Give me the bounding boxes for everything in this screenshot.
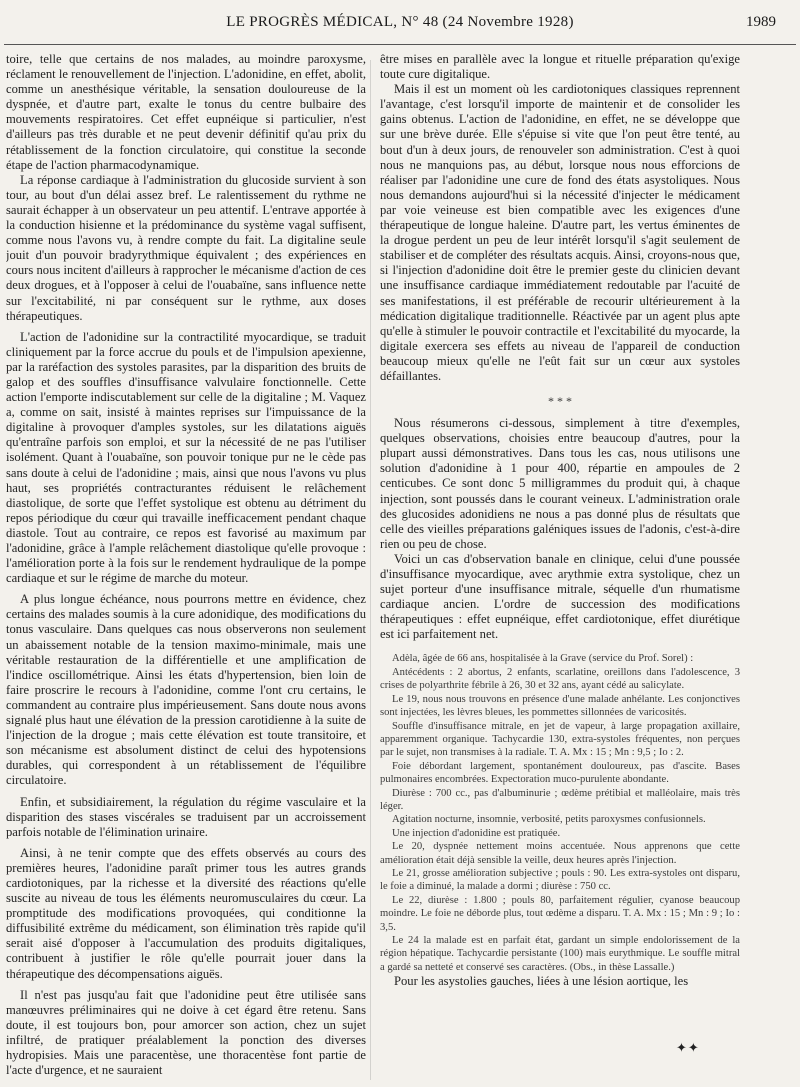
paragraph: Voici un cas d'observation banale en clinique, celui d'une poussée d'insuffisance myocardique, avec arythmie extra systolique, chez un sujet porteur d'une insuffisance mitrale, séquelle d'un rhumatisme cardiaque ancien. L'ordre de succession des modifications thérapeutiques : effet eupnéique, effet cardiotonique, effet diurétique est ici parfaitement net. [380,551,740,642]
paragraph: A plus longue échéance, nous pourrons mettre en évidence, chez certains des malades soumis à la cure adonidique, des modifications du tonus vasculaire. Dans quelques cas nous observerons non seulement un abaissement notable de la tension maximo-minimale, mais une véritable restauration de la différentielle et une amplification de l'indice oscillométrique. Ainsi les états d'hypertension, bien loin de faire proscrire le recours à l'adonidine, comme l'ont cru certains, le commandent au contraire plus impérieusement. Sans doute nous avons signalé plus haut une élévation de la pression carotidienne à la suite de l'injection de la drogue ; mais cette élévation est toute transitoire, et son mécanisme est absolument distinct de celui des hypotensions durables, qui correspondent à un rétablissement de l'équilibre circulatoire. [6,592,366,788]
observation-line: Agitation nocturne, insomnie, verbosité, petits paroxysmes confusionnels. [392,814,706,826]
paragraph: Pour les asystolies gauches, liées à une lésion aortique, les [394,974,689,989]
end-ornament: ✦✦ [676,1040,700,1055]
observation-line: Adèla, âgée de 66 ans, hospitalisée à la Grave (service du Prof. Sorel) : [392,653,694,665]
observation-line: Diurèse : 700 cc., pas d'albuminurie ; œdème prétibial et malléolaire, mais très léger. [380,787,740,812]
column-divider [370,60,371,1080]
clinical-observation [380,652,740,974]
journal-title: LE PROGRÈS MÉDICAL, N° 48 (24 Novembre 1928) [226,14,574,30]
paragraph: L'action de l'adonidine sur la contractilité myocardique, se traduit cliniquement par la force accrue du pouls et de l'impulsion apexienne, par la raréfaction des systoles parasites, par la disparition des bruits de galop et des souffles d'insuffisance valvulaire fonctionnelle. Cette action l'emporte indiscutablement sur celle de la digitaline ; M. Vaquez a, comme on sait, insisté à maintes reprises sur l'impuissance de la digitaline à provoquer d'amples systoles, sur les dilatations aiguës qu'entraîne parfois son emploi, et sur la nécessité de ne pas l'utiliser isolément. Quant à l'ouabaïne, son pouvoir tonique pur ne le cède pas sans doute à celui de l'adonidine ; mais, ainsi que nous l'avons vu plus haut, ses propriétés contracturantes réduisent le relâchement diastolique, de sorte que l'effet systolique est obtenu au détriment du repos périodique du cœur qui travaille inefficacement pendant chaque diastole. Tout au contraire, ce repos est favorisé au maximum par l'adonidine, grâce à l'ample relâchement diastolique qu'elle provoque : l'amélioration porte à la fois sur le rendement hydraulique de la pompe cardiaque et sur le régime de marche du moteur. [6,329,366,586]
observation-line: Le 24 la malade est en parfait état, gardant un simple endolorissement de la région hépatique. Tachycardie persistante (100) mais eurythmique. Le souffle mitral a gardé sa netteté et conservé ses caractères. (Obs., in thèse Lassalle.) [380,935,740,973]
observation-line: Le 21, grosse amélioration subjective ; pouls : 90. Les extra-systoles ont disparu, le foie a diminué, la malade a dormi ; diurèse : 750 cc. [380,867,740,893]
paragraph: toire, telle que certains de nos malades, au moindre paroxysme, réclament le renouvellement de l'injection. L'adonidine, en effet, abolit, comme un anesthésique véritable, la sensation douloureuse de la dyspnée, et d'autre part, exalte le tonus du centre bulbaire des mouvements respiratoires. Cet effet eupnéique si particulier, n'est d'ailleurs pas très durable et ne peut devenir définitif qu'au prix du rétablissement de la fonction circulatoire, qui constitue la seconde étape de l'action pharmacodynamique. [6,52,366,172]
running-header [0,14,800,38]
observation-line: Souffle d'insuffisance mitrale, en jet de vapeur, à large propagation axillaire, apparemment organique. Tachycardie 130, extra-systoles fréquentes, non perçues par le sujet, non transmises à la radiale. T. A. Mx : 15 ; Mn : 9,5 ; Io : 2. [380,720,740,759]
header-rule [4,44,796,45]
paragraph: Mais il est un moment où les cardiotoniques classiques reprennent l'avantage, c'est lorsqu'il importe de maintenir et de consolider les gains obtenus. L'action de l'adonidine, en effet, ne se développe que sur une brève durée. Elle s'épuise si vite que l'on peut être tenté, au bout d'un à deux jours, de renouveler son administration. C'est à quoi nous ne manquions pas, au début, lorsque nous nous efforcions de réaliser par l'adonidine une cure de fond des états asystoliques. Nous nous demandons aujourd'hui si la nécessité d'injecter le médicament par voie veineuse est bien compatible avec les exigences d'une thérapeutique de longue haleine. D'autre part, les vertus éminentes de la drogue perdent un peu de leur intérêt lorsqu'il s'agit seulement de stabiliser et de compléter des résultats acquis. Ainsi, croyons-nous que, si l'injection d'adonidine doit être le premier geste du clinicien devant une insuffisance cardiaque immédiatement redoutable par l'acuité de ses manifestations, il est préférable de recourir ultérieurement à la médication digitalique traditionnelle. Réactivée par un agent plus apte qu'elle à stimuler le pouvoir contractile et l'excitabilité du myocarde, la digitale exercera ses effets au niveau de l'appareil de conduction beaucoup mieux qu'elle ne l'eût fait sur un cœur aux systoles défaillantes. [380,82,740,383]
paragraph: Ainsi, à ne tenir compte que des effets observés au cours des premières heures, l'adonidine paraît primer tous les autres grands cardiotoniques, par la richesse et la diversité des réactions qu'elle suscite au niveau de tous les éléments neuromusculaires du cœur. La promptitude des modifications provoquées, qui conditionne la diffusibilité extrême du médicament, son élimination très rapide qu'il serait aisé d'opposer à l'accumulation des produits digitaliques, contribuent à justifier le rôle qu'elle pourrait jouer dans la thérapeutique des décompensations aiguës. [6,845,366,981]
paragraph: Il n'est pas jusqu'au fait que l'adonidine peut être utilisée sans manœuvres préliminaires qui ne doive à cet égard être retenu. Sans doute, il est toujours bon, pour amorcer son action, chez un sujet infiltré, de pratiquer préalablement la ponction des diverses hydropisies. Mais une paracentèse, une thoracentèse font partie de l'acte d'urgence, et ne sauraient [6,987,366,1078]
observation-line: Le 22, diurèse : 1.800 ; pouls 80, parfaitement régulier, cyanose beaucoup moindre. Le foie ne déborde plus, tout œdème a disparu. T. A. Mx : 15 ; Mn : 9 ; Io : 3,5. [380,894,740,933]
observation-line: Foie débordant largement, spontanément douloureux, pas d'ascite. Bases pulmonaires encombrées. Expectoration muco-purulente abondante. [380,760,740,786]
right-column [380,52,740,1082]
paragraph: Enfin, et subsidiairement, la régulation du régime vasculaire et la disparition des stases viscérales se traduisent par un accroissement parfois notable de l'élimination urinaire. [6,794,366,839]
observation-line: Le 19, nous nous trouvons en présence d'une malade anhélante. Les conjonctives sont injectées, les lèvres bleues, les pommettes sillonnées de varicosités. [380,693,740,719]
paragraph: La réponse cardiaque à l'administration du glucoside survient à son tour, au bout d'un délai assez bref. Le ralentissement du rythme ne saurait échapper à un observateur un peu attentif. L'entrave apportée à la conduction hisienne et la prédominance du système vagal suffisent, comme nous l'avons vu, à rendre compte du fait. La digitaline seule jouit d'un pouvoir bradyrythmique équivalent ; des expériences en cours nous incitent d'ailleurs à rapprocher le mécanisme d'action de ces deux drogues, et à l'opposer à celui de l'ouabaïne, sans influence nette sur l'excitabilité, ni par conséquent sur le rythme, aux doses thérapeutiques. [6,172,366,323]
observation-line: Antécédents : 2 abortus, 2 enfants, scarlatine, oreillons dans l'adolescence, 3 crises de polyarthrite fébrile à 26, 30 et 32 ans, ayant cédé au salicylate. [380,666,740,692]
page-number: 1989 [746,14,776,30]
section-asterism: * * * [548,394,572,409]
left-column [6,52,366,1082]
observation-line: Une injection d'adonidine est pratiquée. [392,827,561,839]
paragraph: Nous résumerons ci-dessous, simplement à titre d'exemples, quelques observations, choisies entre beaucoup d'autres, pour la plupart aussi démonstratives. Dans tous les cas, nous utilisons une solution d'adonidine à 1 pour 400, répartie en ampoules de 2 centicubes. Ce sont donc 5 milligrammes du produit qui, à chaque injection, sont poussés dans le courant veineux. L'administration orale des glucosides adonidiens ne nous a pas donné plus de résultats que celle des vieilles préparations galéniques issues de l'adonis, c'est-à-dire rien ou peu de chose. [380,416,740,551]
observation-line: Le 20, dyspnée nettement moins accentuée. Nous apprenons que cette amélioration était déjà sensible la veille, deux heures après l'injection. [380,841,740,866]
paragraph: être mises en parallèle avec la longue et rituelle préparation qu'exige toute cure digitalique. [380,52,740,82]
